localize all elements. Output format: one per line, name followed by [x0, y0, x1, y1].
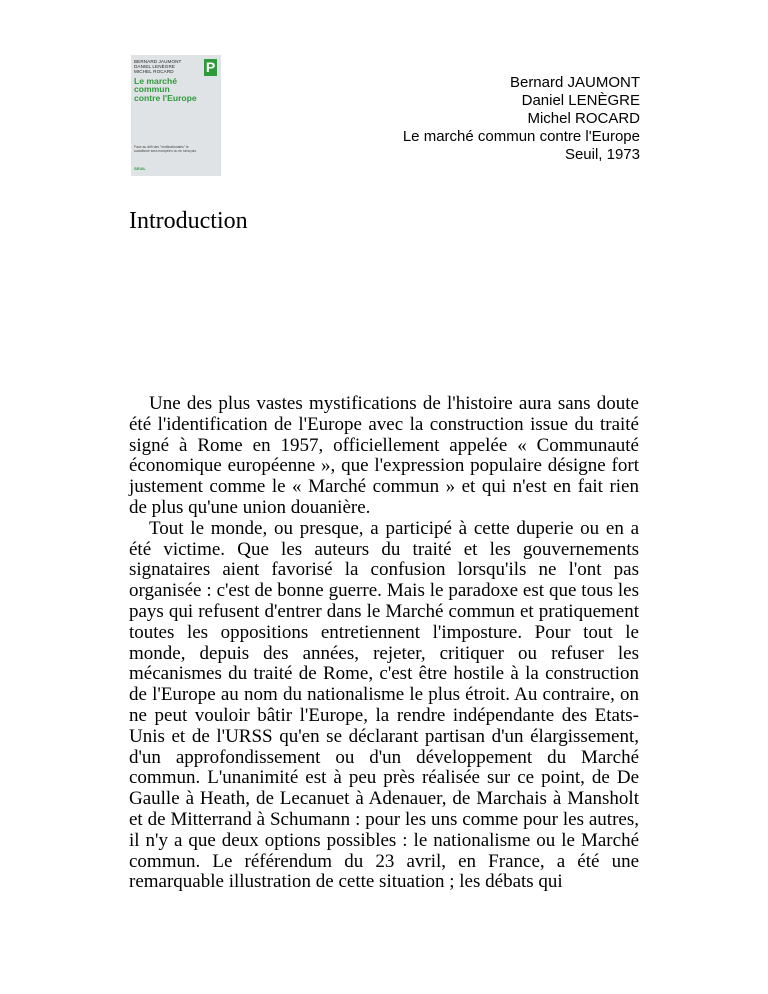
publisher-logo-icon: P: [205, 59, 216, 75]
book-cover: [131, 55, 221, 176]
book-author: Bernard JAUMONT: [509, 74, 640, 91]
cover-title: [134, 77, 197, 102]
cover-author: DANIEL LENÈGRE: [134, 64, 176, 70]
cover-authors: [134, 59, 181, 75]
cover-author: MICHEL ROCARD: [134, 69, 174, 75]
book-author: Daniel LENÈGRE: [521, 92, 640, 109]
cover-title-line: contre l'Europe: [134, 92, 197, 103]
paragraph: Une des plus vastes mystifications de l'histoire aura sans doute été l'identification de l'Europe avec la construction issue du traité signé à Rome en 1957, officiellement appelée « Communauté économique européenne », que l'expression populaire désigne fort justement comme le « Marché commun » et qui n'est en fait rien de plus qu'une union douanière.: [129, 393, 639, 518]
cover-tagline: Face au défi des "multinationales" le socialisme sera européen ou ne sera pas: [134, 145, 197, 154]
book-info: [403, 74, 640, 164]
book-publisher-year: Seuil, 1973: [564, 146, 640, 163]
cover-title-line: Le marché: [134, 76, 177, 86]
cover-publisher: SEUIL: [134, 166, 146, 171]
paragraph: Tout le monde, ou presque, a participé à cette duperie ou en a été victime. Que les auteurs du traité et les gouvernements signataires aient favorisé la confusion lorsqu'ils ne l'ont pas organisée : c'est de bonne guerre. Mais le paradoxe est que tous les pays qui refusent d'entrer dans le Marché commun et pratiquement toutes les oppositions entretiennent l'imposture. Pour tout le monde, depuis des années, rejeter, critiquer ou refuser les mécanismes du traité de Rome, c'est être hostile à la construction de l'Europe au nom du nationalisme le plus étroit. Au contraire, on ne peut vouloir bâtir l'Europe, la rendre indépendante des Etats-Unis et de l'URSS qu'en se déclarant partisan d'un élargissement, d'un approfondissement ou d'un développement du Marché commun. L'unanimité est à peu près réalisée sur ce point, de De Gaulle à Heath, de Lecanuet à Adenauer, de Marchais à Mansholt et de Mitterrand à Schumann : pour les uns comme pour les autres, il n'y a que deux options possibles : le nationalisme ou le Marché commun. Le référendum du 23 avril, en France, a été une remarquable illustration de cette situation ; les débats qui: [129, 517, 639, 893]
cover-title-line: commun: [134, 84, 170, 95]
chapter-title: Introduction: [129, 208, 248, 234]
body-text: [129, 394, 639, 893]
book-author: Michel ROCARD: [527, 110, 640, 127]
cover-author: BERNARD JAUMONT: [134, 59, 182, 64]
book-title: Le marché commun contre l'Europe: [402, 128, 640, 145]
